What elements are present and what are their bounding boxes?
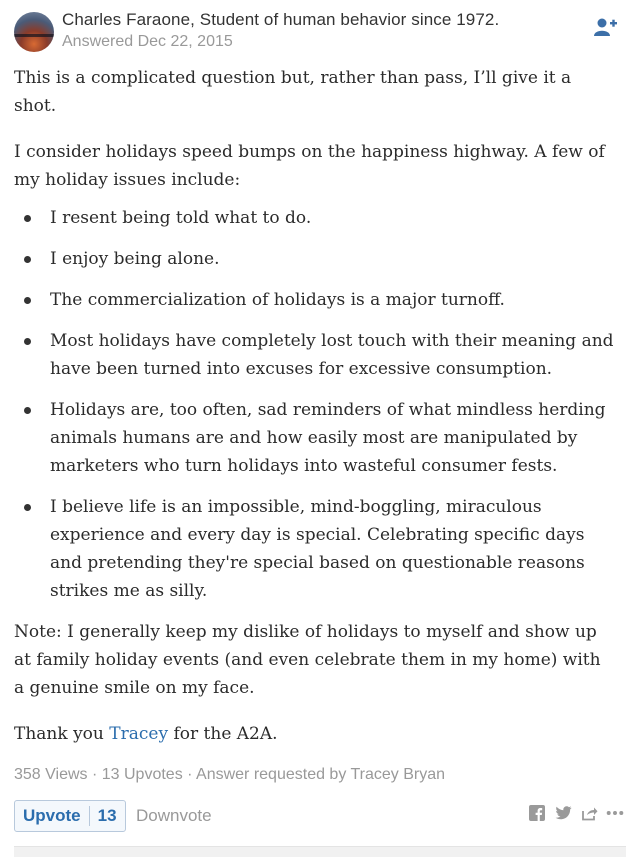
issues-intro-paragraph: I consider holidays speed bumps on the happiness highway. A few of my holiday issues include: <box>14 142 605 190</box>
list-item-text: I resent being told what to do. <box>50 208 312 228</box>
upvote-count: 13 <box>97 806 117 825</box>
list-item <box>14 396 614 480</box>
list-item-text: The commercialization of holidays is a major turnoff. <box>50 290 505 310</box>
thanks-suffix: for the A2A. <box>168 724 278 744</box>
comments-bar <box>14 846 626 857</box>
answer-header <box>14 8 626 56</box>
upvote-button[interactable] <box>14 800 126 832</box>
answer-stats[interactable]: 358 Views · 13 Upvotes · Answer requested by Tracey Bryan <box>14 766 446 783</box>
list-item <box>14 245 614 273</box>
author-credential[interactable]: Charles Faraone, Student of human behavior since 1972. <box>62 10 500 29</box>
list-item <box>14 286 614 314</box>
bullet-icon <box>24 338 31 345</box>
bullet-icon <box>24 256 31 263</box>
list-item <box>14 493 614 605</box>
list-item-text: Holidays are, too often, sad reminders of what mindless herding animals humans are and how easily most are manipulated by marketers who turn holidays into wasteful consumer fests. <box>50 400 606 476</box>
action-bar <box>14 800 626 834</box>
more-icon[interactable] <box>606 804 624 822</box>
bullet-icon <box>24 297 31 304</box>
list-item <box>14 327 614 383</box>
tracey-link[interactable]: Tracey <box>109 724 169 744</box>
facebook-icon[interactable] <box>528 804 546 822</box>
twitter-icon[interactable] <box>554 804 572 822</box>
issues-list <box>14 204 614 605</box>
note-paragraph: Note: I generally keep my dislike of holidays to myself and show up at family holiday events (and even celebrate them in my home) with a genuine smile on my face. <box>14 622 601 698</box>
list-item-text: I enjoy being alone. <box>50 249 220 269</box>
thanks-prefix: Thank you <box>14 724 110 744</box>
share-icon[interactable] <box>580 804 598 822</box>
share-icons <box>528 804 624 822</box>
list-item-text: Most holidays have completely lost touch with their meaning and have been turned into excuses for excessive consumption. <box>50 331 614 379</box>
avatar[interactable] <box>14 12 54 52</box>
list-item <box>14 204 614 232</box>
bullet-icon <box>24 407 31 414</box>
answer-body <box>14 64 614 748</box>
answered-date[interactable]: Answered Dec 22, 2015 <box>62 33 233 50</box>
bullet-icon <box>24 504 31 511</box>
bullet-icon <box>24 215 31 222</box>
intro-paragraph: This is a complicated question but, rather than pass, I’ll give it a shot. <box>14 68 572 116</box>
thanks-paragraph <box>14 720 614 748</box>
upvote-divider <box>89 806 90 826</box>
add-person-icon[interactable] <box>592 16 618 38</box>
list-item-text: I believe life is an impossible, mind-boggling, miraculous experience and every day is special. Celebrating specific days and pretending they're special based on questionable reasons strikes me as silly. <box>50 497 585 601</box>
upvote-label: Upvote <box>23 806 81 825</box>
downvote-button[interactable]: Downvote <box>136 806 212 825</box>
